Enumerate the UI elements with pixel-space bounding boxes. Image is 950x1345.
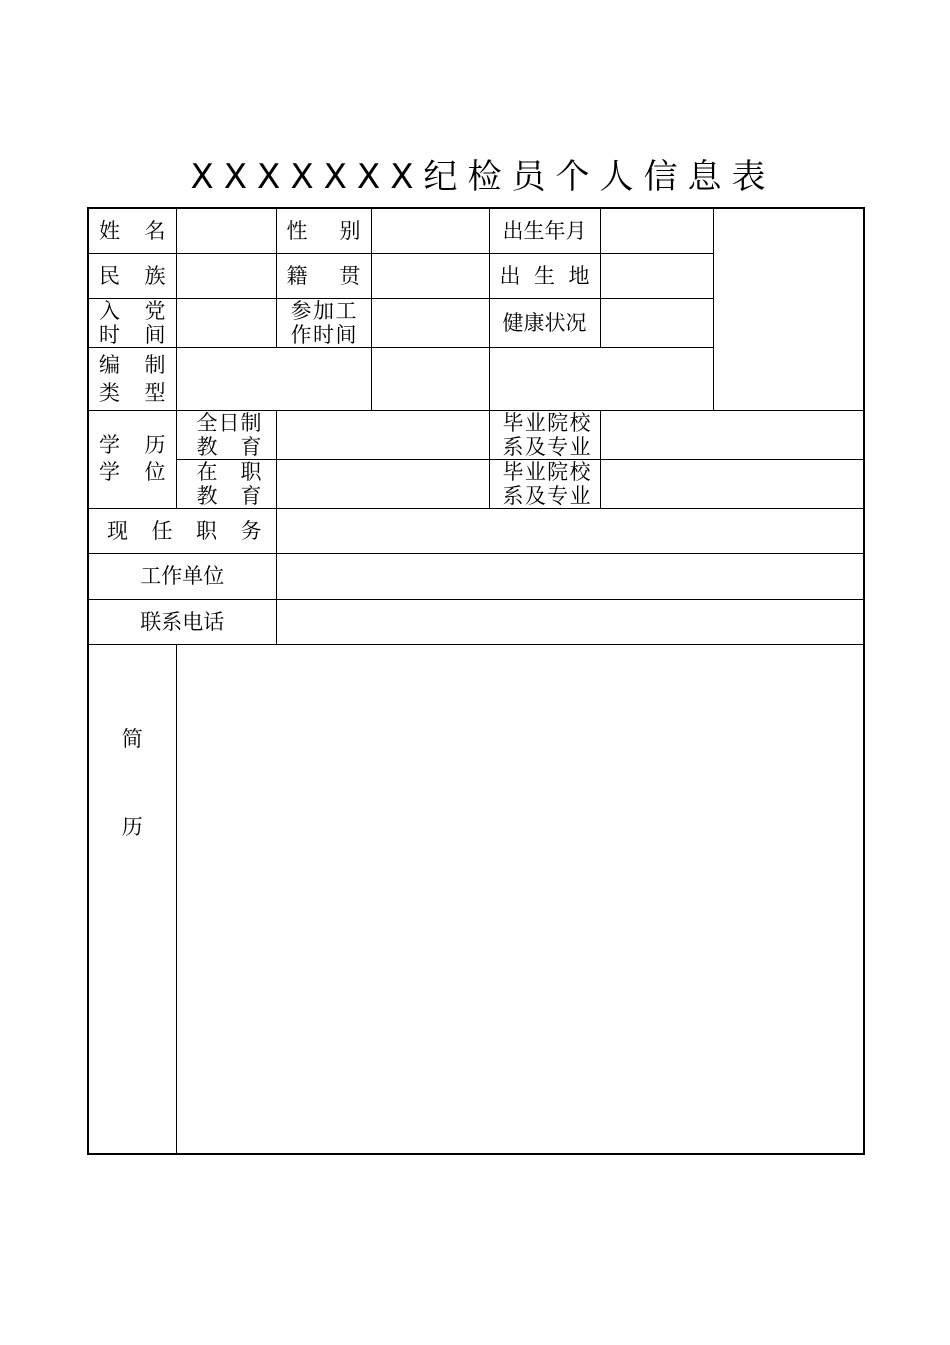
name-field[interactable]	[176, 208, 276, 253]
fulltime-school-major-label: 毕业院校 系及专业	[489, 410, 600, 459]
inservice-school-major-label: 毕业院校 系及专业	[489, 459, 600, 508]
photo-area[interactable]	[713, 208, 864, 410]
fulltime-education-field[interactable]	[276, 410, 489, 459]
name-label: 姓名	[88, 208, 176, 253]
gender-label: 性别	[276, 208, 371, 253]
current-position-field[interactable]	[276, 508, 864, 553]
inservice-education-label: 在职 教育	[176, 459, 276, 508]
phone-field[interactable]	[276, 599, 864, 644]
work-start-field[interactable]	[371, 298, 489, 347]
resume-label: 简 历	[88, 644, 176, 1154]
native-place-label: 籍贯	[276, 253, 371, 298]
page-title: XXXXXXX纪检员个人信息表	[190, 157, 776, 197]
fulltime-education-label: 全日制 教育	[176, 410, 276, 459]
party-join-field[interactable]	[176, 298, 276, 347]
inservice-school-major-field[interactable]	[600, 459, 864, 508]
health-label: 健康状况	[489, 298, 600, 347]
ethnicity-label: 民族	[88, 253, 176, 298]
fulltime-school-major-field[interactable]	[600, 410, 864, 459]
birthplace-field[interactable]	[600, 253, 713, 298]
employer-field[interactable]	[276, 553, 864, 599]
birth-date-label: 出生年月	[489, 208, 600, 253]
birthplace-label: 出生地	[489, 253, 600, 298]
staffing-extra-field[interactable]	[371, 347, 489, 410]
staffing-type-field[interactable]	[176, 347, 371, 410]
gender-field[interactable]	[371, 208, 489, 253]
staffing-type-label: 编制 类型	[88, 347, 176, 410]
party-join-label: 入党 时间	[88, 298, 176, 347]
phone-label: 联系电话	[88, 599, 276, 644]
info-form-table	[87, 207, 865, 1155]
inservice-education-field[interactable]	[276, 459, 489, 508]
birth-date-field[interactable]	[600, 208, 713, 253]
current-position-label: 现任职务	[88, 508, 276, 553]
employer-label: 工作单位	[88, 553, 276, 599]
work-start-label: 参加工 作时间	[276, 298, 371, 347]
ethnicity-field[interactable]	[176, 253, 276, 298]
native-place-field[interactable]	[371, 253, 489, 298]
education-degree-label: 学历 学位	[88, 410, 176, 508]
resume-field[interactable]	[176, 644, 864, 1154]
health-field[interactable]	[600, 298, 713, 347]
staffing-extra-field-2[interactable]	[489, 347, 713, 410]
